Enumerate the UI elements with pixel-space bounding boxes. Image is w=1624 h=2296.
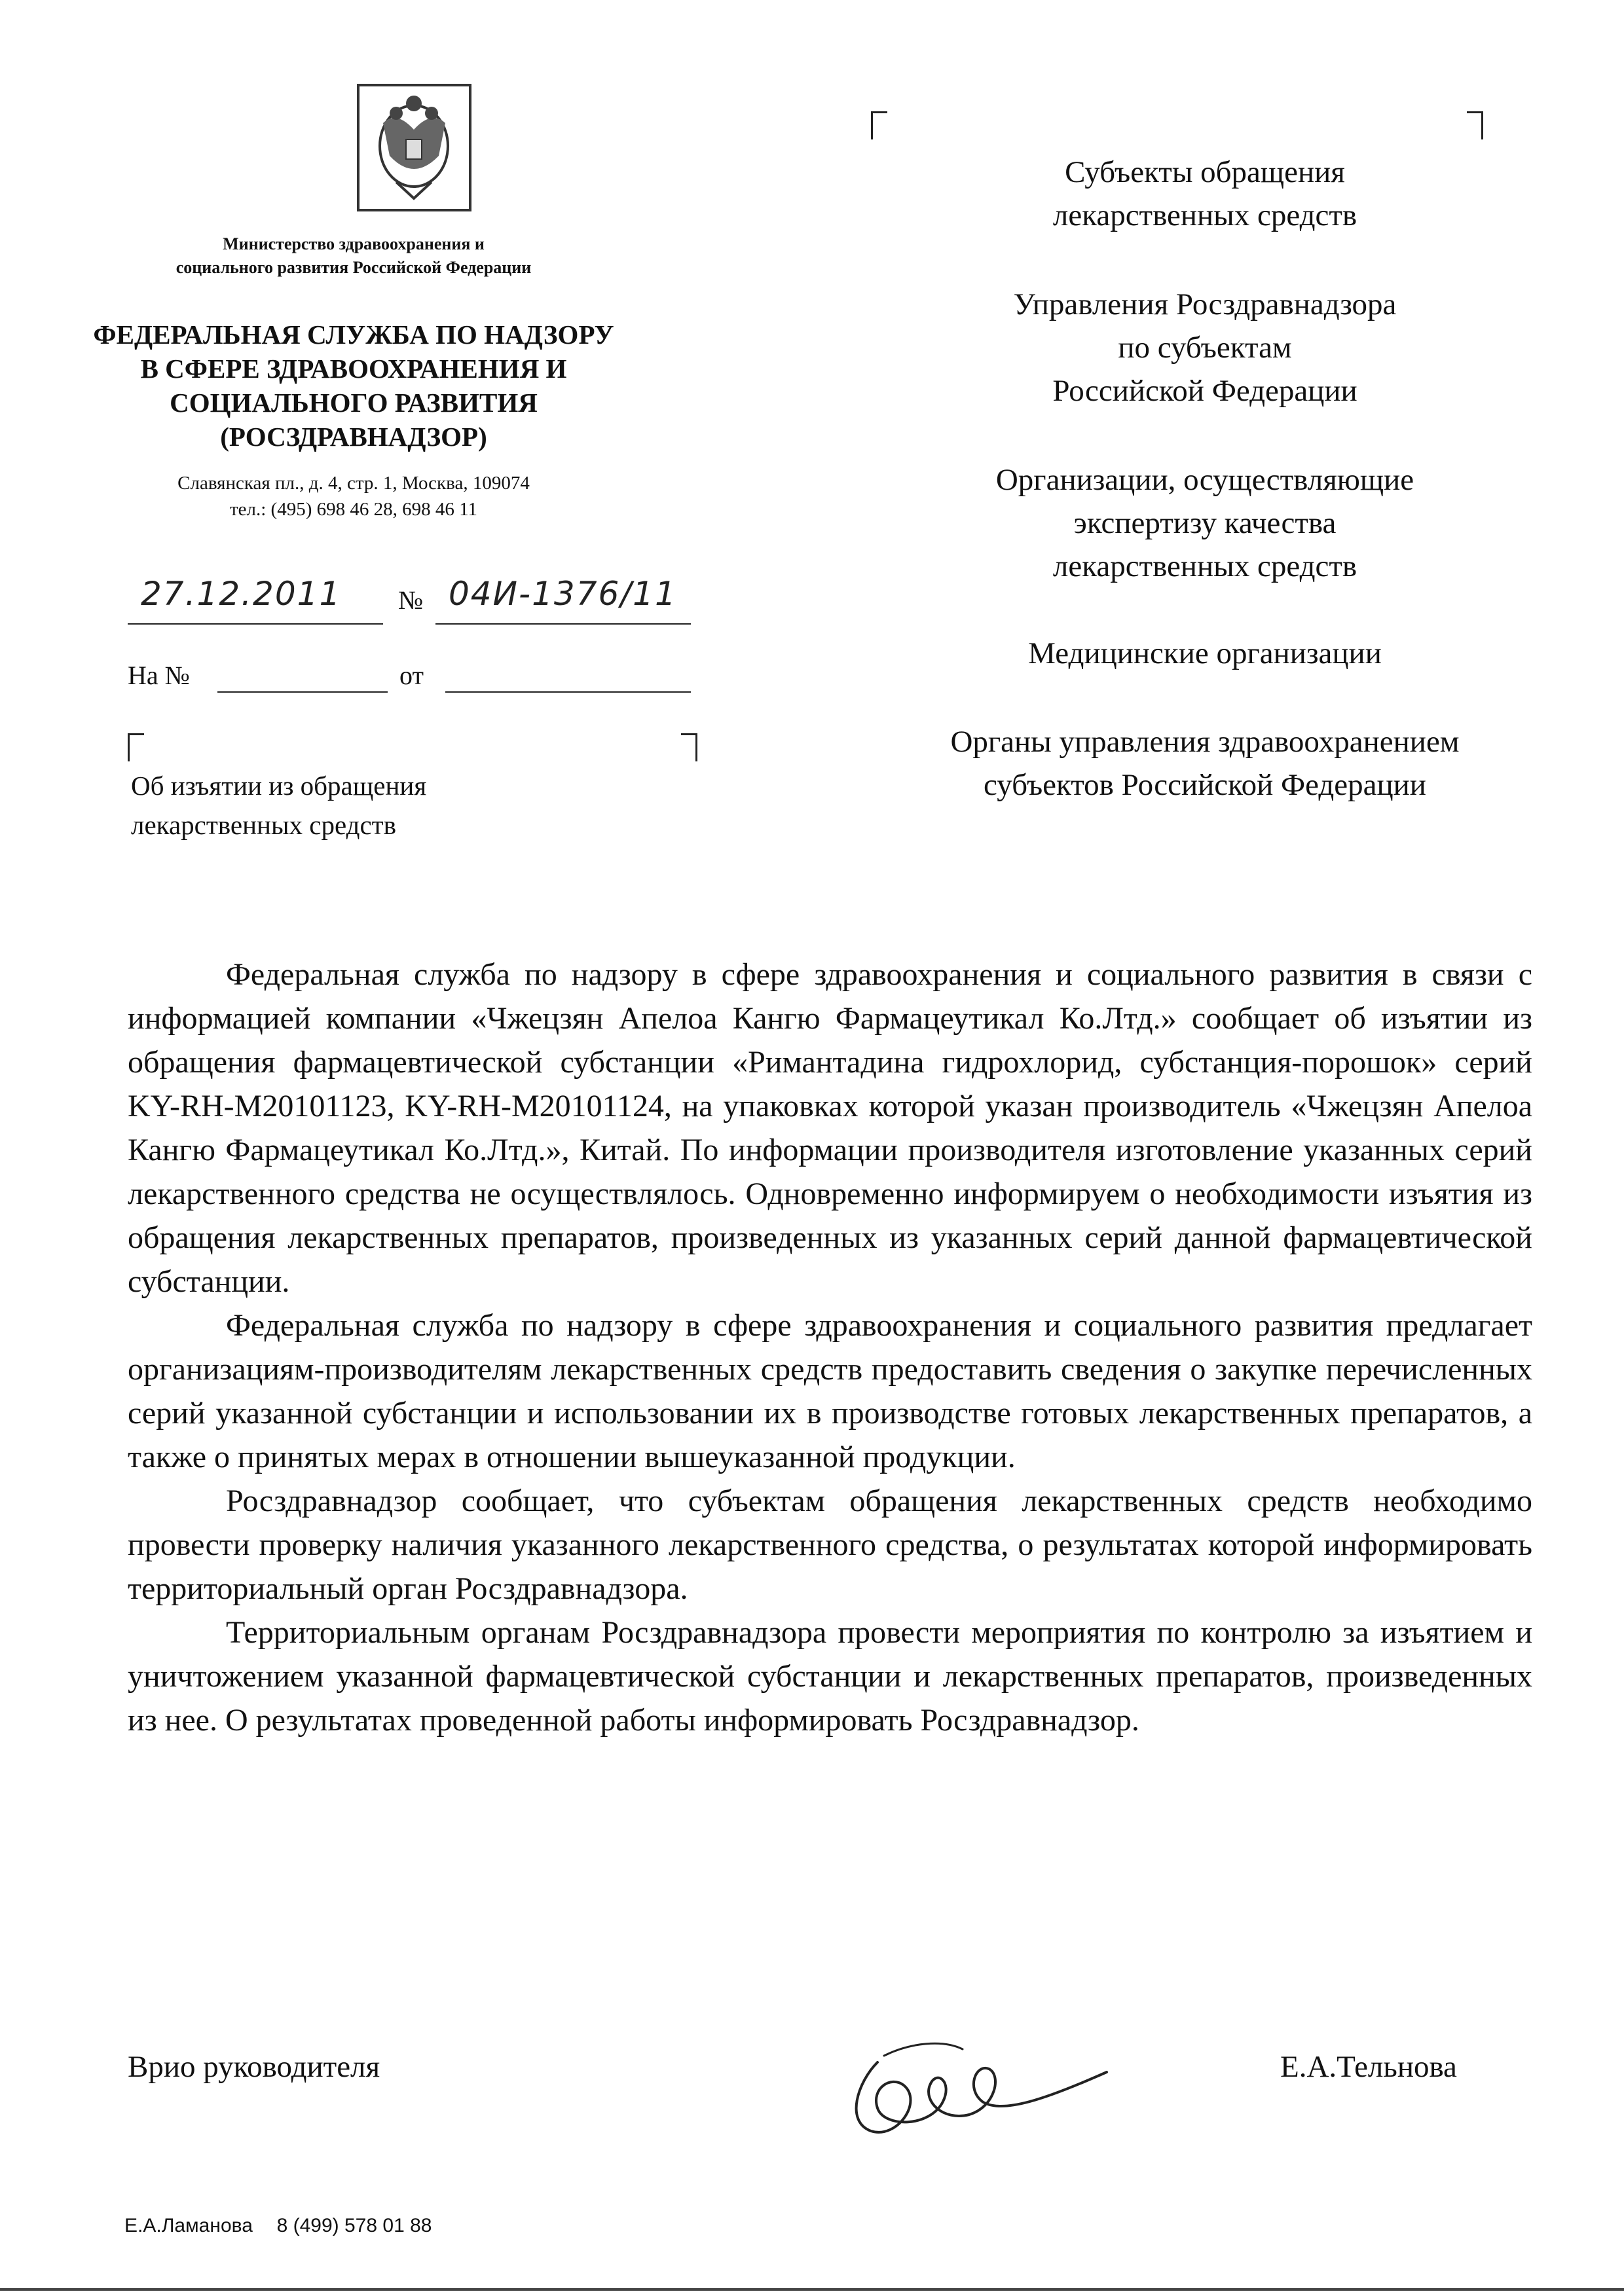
agency-address	[118, 470, 589, 522]
recipient-bracket-right	[1467, 111, 1483, 139]
registration-date: 27.12.2011	[141, 575, 342, 613]
signatory-position: Врио руководителя	[128, 2050, 380, 2084]
executor-phone: 8 (499) 578 01 88	[276, 2215, 432, 2236]
agency-line: СОЦИАЛЬНОГО РАЗВИТИЯ	[170, 388, 538, 418]
agency-line: ФЕДЕРАЛЬНАЯ СЛУЖБА ПО НАДЗОРУ	[93, 319, 614, 350]
recipient-line: субъектов Российской Федерации	[984, 768, 1426, 802]
reference-date-field	[445, 661, 691, 693]
body-paragraph: Федеральная служба по надзору в сфере здравоохранения и социального развития предлагает организациям-производителям лекарственных средств предоставить сведения о закупке перечисленных серий указанной субстанции и использовании их в производстве готовых лекарственных препаратов, а также о принятых мерах в отношении вышеуказанной продукции.	[128, 1308, 1532, 1474]
number-label: №	[398, 585, 424, 615]
letter-subject	[131, 766, 589, 845]
from-label: от	[399, 661, 424, 690]
recipient-line: Российской Федерации	[1052, 374, 1357, 408]
recipient-line: по субъектам	[1118, 331, 1292, 365]
body-paragraph: Территориальным органам Росздравнадзора провести мероприятия по контролю за изъятием и уничтожением указанной фармацевтической субстанции и лекарственных препаратов, произведенных из нее. О результатах проведенной работы информировать Росздравнадзор.	[128, 1615, 1532, 1738]
recipient-line: экспертизу качества	[1073, 506, 1337, 540]
agency-line: (РОСЗДРАВНАДЗОР)	[220, 422, 487, 452]
body-paragraph: Федеральная служба по надзору в сфере здравоохранения и социального развития в связи с информацией компании «Чжецзян Апелоа Кангю Фармацеутикал Ко.Лтд.» сообщает об изъятии из обращения фармацевтической субстанции «Римантадина гидрохлорид, субстанция-порошок» серий KY-RH-M20101123, KY-RH-M20101124, на упаковках которой указан производитель «Чжецзян Апелоа Кангю Фармацеутикал Ко.Лтд.», Китай. По информации производителя изготовление указанных серий лекарственного средства не осуществлялось. Одновременно информируем о необходимости изъятия из обращения лекарственных препаратов, произведенных из указанных серий данной фармацевтической субстанции.	[128, 957, 1532, 1299]
subject-line: Об изъятии из обращения	[131, 771, 427, 801]
handwritten-signature	[832, 2023, 1133, 2157]
ministry-line: Министерство здравоохранения и	[223, 234, 485, 253]
recipient-block	[851, 720, 1559, 807]
recipient-block	[851, 283, 1559, 412]
coat-of-arms-emblem	[357, 84, 471, 211]
recipient-block	[851, 458, 1559, 588]
agency-line: В СФЕРЕ ЗДРАВООХРАНЕНИЯ И	[140, 354, 567, 384]
recipient-line: Субъекты обращения	[1065, 155, 1345, 189]
address-line: тел.: (495) 698 46 28, 698 46 11	[229, 499, 478, 520]
bottom-rule	[0, 2288, 1624, 2291]
subject-bracket-left	[128, 733, 144, 761]
registration-number: 04И-1376/11	[449, 575, 677, 613]
agency-name	[72, 318, 635, 454]
recipient-line: лекарственных средств	[1052, 198, 1357, 232]
ministry-line: социального развития Российской Федерации	[175, 258, 532, 277]
number-field	[435, 570, 691, 625]
executor-info	[124, 2215, 432, 2237]
letter-body	[128, 953, 1532, 1742]
subject-line: лекарственных средств	[131, 810, 396, 840]
body-paragraph: Росздравнадзор сообщает, что субъектам обращения лекарственных средств необходимо провести проверку наличия указанного лекарственного средства, о результатах которой информировать территориальный орган Росздравнадзора.	[128, 1484, 1532, 1606]
signatory-name: Е.А.Тельнова	[1280, 2050, 1457, 2084]
recipient-line: Организации, осуществляющие	[995, 463, 1414, 497]
reference-number-field	[217, 661, 388, 693]
recipient-line: Медицинские организации	[1028, 636, 1382, 670]
recipient-bracket-left	[871, 111, 887, 139]
recipient-block	[851, 151, 1559, 237]
ministry-name	[118, 232, 589, 280]
address-line: Славянская пл., д. 4, стр. 1, Москва, 109074	[177, 473, 530, 494]
subject-bracket-right	[681, 733, 697, 761]
recipient-line: Органы управления здравоохранением	[950, 725, 1460, 759]
date-field	[128, 570, 383, 625]
recipient-line: лекарственных средств	[1052, 549, 1357, 583]
recipient-block	[851, 632, 1559, 675]
reference-label: На №	[128, 661, 190, 690]
executor-name: Е.А.Ламанова	[124, 2215, 253, 2236]
recipient-line: Управления Росздравнадзора	[1013, 287, 1397, 321]
